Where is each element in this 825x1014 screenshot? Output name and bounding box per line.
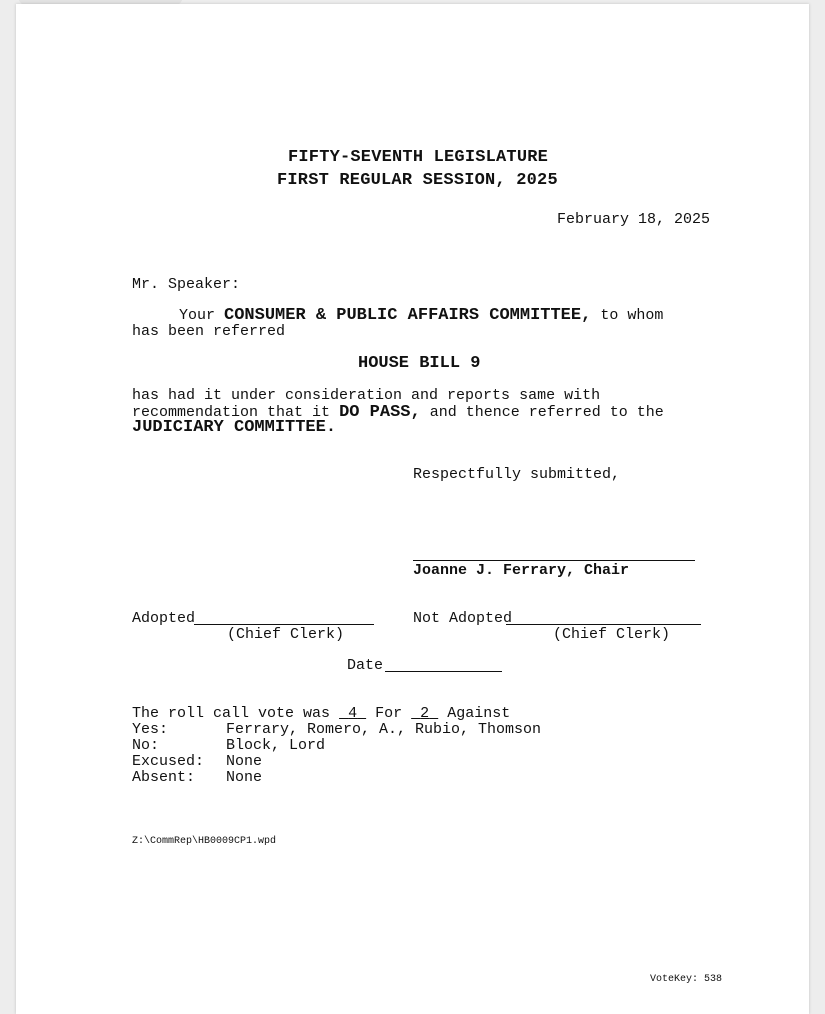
do-pass-text: DO PASS, [339,403,421,422]
no-value: Block, Lord [226,737,326,754]
not-adopted-clerk-line [506,624,701,625]
thence-text: and thence referred to the [429,404,664,421]
adopted-clerk-caption: (Chief Clerk) [227,626,345,643]
your-text: Your [179,307,216,324]
signer-name: Joanne J. Ferrary, Chair [413,562,630,579]
legislature-heading: FIFTY-SEVENTH LEGISLATURE [288,148,549,167]
excused-value: None [226,753,263,770]
date-line [385,671,502,672]
adopted-label: Adopted [132,610,196,627]
against-label: Against [447,705,511,722]
signature-line [413,560,695,561]
document-page [16,4,809,1014]
roll-call-intro: The roll call vote was [132,705,331,722]
referred-line: has been referred [132,323,286,340]
next-committee: JUDICIARY COMMITTEE. [132,418,337,437]
to-whom-text: to whom [600,307,664,324]
committee-name: CONSUMER & PUBLIC AFFAIRS COMMITTEE, [224,306,592,325]
against-count: 2 [420,705,430,722]
date-label: Date [347,657,384,674]
vote-key: VoteKey: 538 [650,974,723,985]
not-adopted-clerk-caption: (Chief Clerk) [553,626,671,643]
adopted-clerk-line [194,624,374,625]
closing-text: Respectfully submitted, [413,466,621,483]
no-label: No: [132,737,160,754]
absent-label: Absent: [132,769,196,786]
salutation: Mr. Speaker: [132,276,241,293]
roll-call-line [132,705,510,722]
absent-value: None [226,769,263,786]
session-heading: FIRST REGULAR SESSION, 2025 [277,171,558,190]
yes-value: Ferrary, Romero, A., Rubio, Thomson [226,721,542,738]
for-count: 4 [348,705,358,722]
consideration-line: has had it under consideration and reports same with [132,387,601,404]
bill-title: HOUSE BILL 9 [358,354,481,373]
file-path: Z:\CommRep\HB0009CP1.wpd [132,836,277,847]
yes-label: Yes: [132,721,169,738]
report-date: February 18, 2025 [557,211,711,228]
for-label: For [375,705,403,722]
recommendation-text: recommendation that it [132,404,331,421]
not-adopted-label: Not Adopted [413,610,513,627]
excused-label: Excused: [132,753,205,770]
